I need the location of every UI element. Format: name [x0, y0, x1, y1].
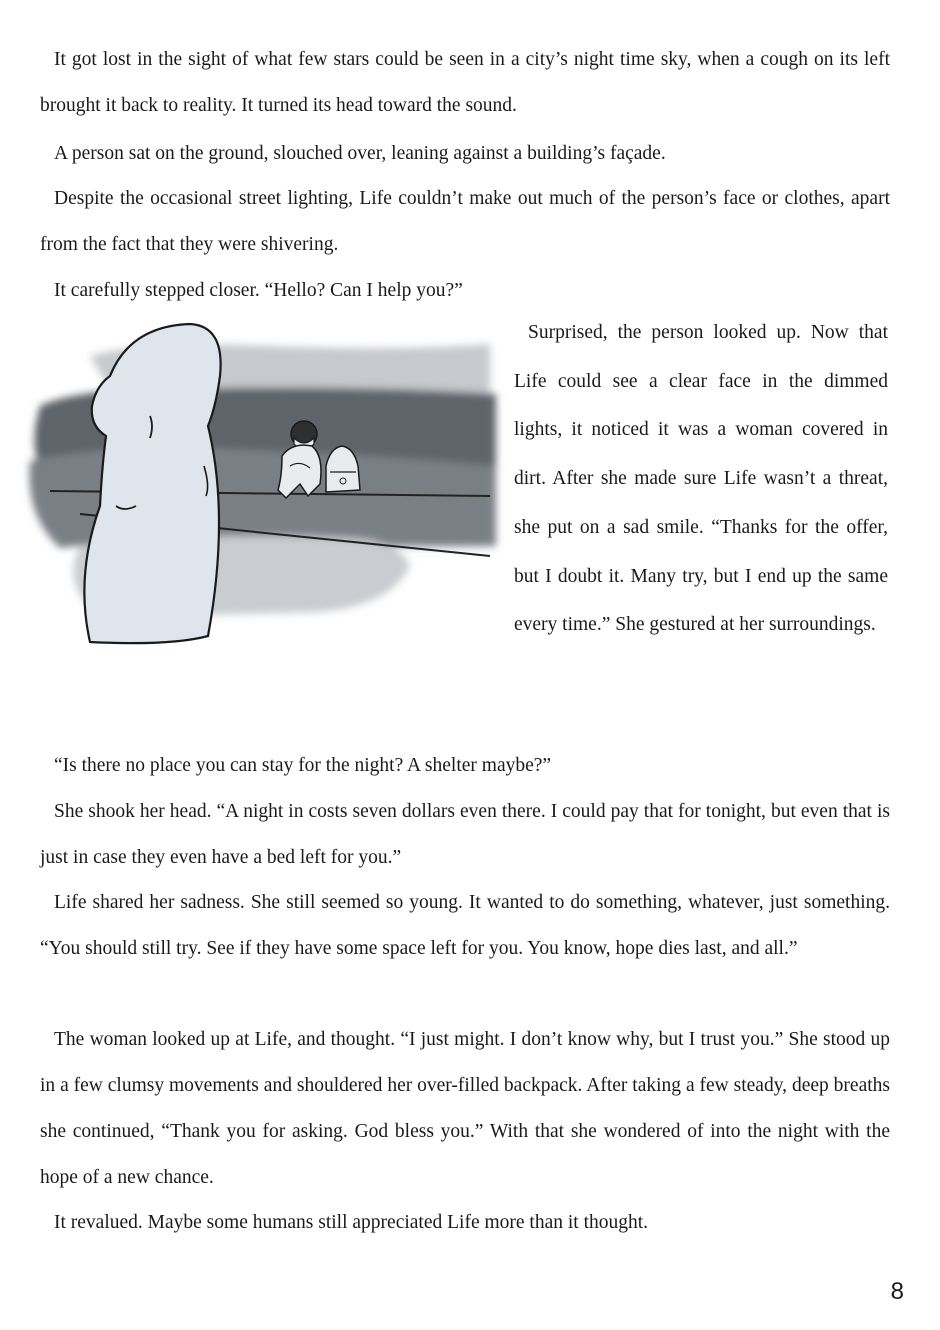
paragraph-6: “Is there no place you can stay for the night? A shelter maybe?”: [54, 755, 552, 776]
paragraph-5: Surprised, the person looked up. Now that Life could see a clear face in the dimmed lights, it noticed it was a woman covered in dirt. After she made sure Life wasn’t a threat, she put on a sad smile. “Thanks for the offer, but I doubt it. Many try, but I end up the same every time.” She gestured at her surroundings.: [514, 322, 888, 636]
paragraph-9: The woman looked up at Life, and thought. “I just might. I don’t know why, but I trust you.” She stood up in a few clumsy movements and shouldered her over-filled backpack. After taking a few steady, deep breaths she continued, “Thank you for asking. God bless you.” With that she wondered of into the night with the hope of a new chance.: [40, 1029, 890, 1188]
paragraph-8: Life shared her sadness. She still seemed so young. It wanted to do something, whatever, just something. “You should still try. See if they have some space left for you. You know, hope dies last, and all.”: [40, 892, 890, 959]
paragraph-1: It got lost in the sight of what few stars could be seen in a city’s night time sky, when a cough on its left brought it back to reality. It turned its head toward the sound.: [40, 49, 890, 116]
illustration-life-and-woman: [20, 316, 506, 656]
paragraph-7: She shook her head. “A night in costs seven dollars even there. I could pay that for tonight, but even that is just in case they even have a bed left for you.”: [40, 801, 890, 868]
paragraph-10: It revalued. Maybe some humans still appreciated Life more than it thought.: [54, 1212, 649, 1233]
page-number: 8: [890, 1278, 904, 1305]
paragraph-3: Despite the occasional street lighting, Life couldn’t make out much of the person’s face or clothes, apart from the fact that they were shivering.: [40, 188, 890, 255]
paragraph-4: It carefully stepped closer. “Hello? Can I help you?”: [54, 280, 463, 301]
paragraph-2: A person sat on the ground, slouched over, leaning against a building’s façade.: [54, 143, 666, 164]
